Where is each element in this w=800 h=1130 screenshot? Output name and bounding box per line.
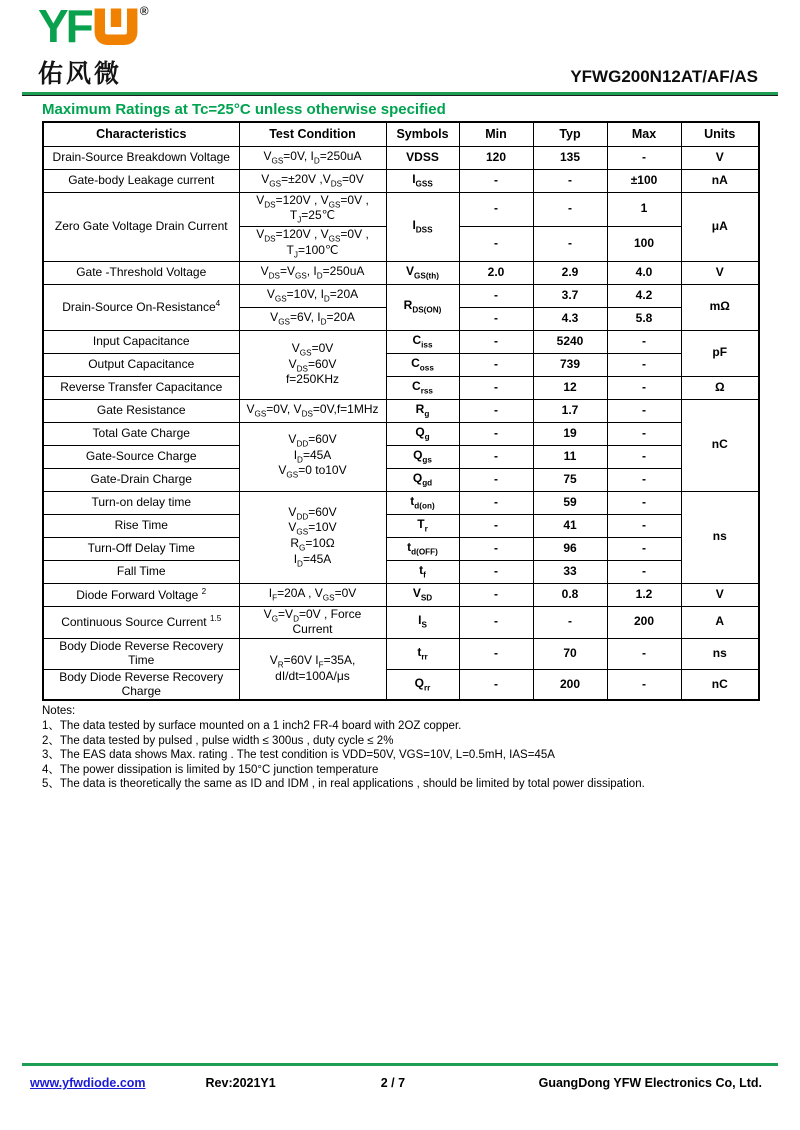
cell-typ: 11 xyxy=(533,445,607,468)
cell-max: 1 xyxy=(607,192,681,227)
cell-max: - xyxy=(607,560,681,583)
cell-typ: 75 xyxy=(533,468,607,491)
table-row xyxy=(43,606,759,639)
cell-typ: 19 xyxy=(533,422,607,445)
page-footer xyxy=(0,1063,800,1090)
cell-unit: mΩ xyxy=(681,284,759,330)
cell-min: - xyxy=(459,468,533,491)
notes-title: Notes: xyxy=(42,705,76,718)
cell-typ: 12 xyxy=(533,376,607,399)
cell-typ: 3.7 xyxy=(533,284,607,307)
website-link[interactable]: www.yfwdiode.com xyxy=(30,1076,146,1090)
note-item: 4、The power dissipation is limited by 150°C junction temperature xyxy=(42,763,379,776)
cell-unit: A xyxy=(681,606,759,639)
cell-max: - xyxy=(607,376,681,399)
cell-symbol: $Q_{rr}$ xyxy=(386,669,459,700)
cell-symbol: $C_{rss}$ xyxy=(386,376,459,399)
cell-typ: - xyxy=(533,192,607,227)
cell-min: - xyxy=(459,330,533,353)
cell-symbol: VDSS xyxy=(386,146,459,169)
cell-min: 120 xyxy=(459,146,533,169)
cell-max: - xyxy=(607,330,681,353)
cell-test-condition: $V_{DD}=60V$ $V_{GS}=10V$ $R_G=10\Omega$ $I_D=45A$ xyxy=(239,491,386,583)
table-row xyxy=(43,399,759,422)
cell-symbol: $V_{SD}$ xyxy=(386,583,459,606)
cell-typ: 200 xyxy=(533,669,607,700)
cell-test-condition: $V_{DS}=V_{GS}$, $I_D=250uA$ xyxy=(239,261,386,284)
cell-characteristic: Output Capacitance xyxy=(43,353,239,376)
cell-characteristic: Gate-body Leakage current xyxy=(43,169,239,192)
cell-typ: 1.7 xyxy=(533,399,607,422)
cell-symbol: $t_{d(on)}$ xyxy=(386,491,459,514)
cell-typ: 2.9 xyxy=(533,261,607,284)
cell-min: - xyxy=(459,560,533,583)
table-row xyxy=(43,284,759,307)
cell-min: - xyxy=(459,537,533,560)
cell-test-condition: $V_G=V_D=0V$ , Force Current xyxy=(239,606,386,639)
cell-unit: ns xyxy=(681,491,759,583)
table-row xyxy=(43,146,759,169)
cell-max: - xyxy=(607,514,681,537)
cell-max: ±100 xyxy=(607,169,681,192)
cell-min: - xyxy=(459,169,533,192)
table-row xyxy=(43,639,759,670)
cell-min: - xyxy=(459,227,533,262)
cell-test-condition: $I_F=20A$ , $V_{GS}=0V$ xyxy=(239,583,386,606)
cell-max: - xyxy=(607,491,681,514)
cell-max: - xyxy=(607,639,681,670)
header-divider-dark xyxy=(22,95,778,96)
cell-max: - xyxy=(607,468,681,491)
cell-characteristic: Continuous Source Current $^{1.5}$ xyxy=(43,606,239,639)
notes-section xyxy=(42,704,752,792)
cell-characteristic: Gate-Drain Charge xyxy=(43,468,239,491)
cell-symbol: $V_{GS(th)}$ xyxy=(386,261,459,284)
table-row xyxy=(43,422,759,445)
col-header-max: Max xyxy=(607,122,681,146)
cell-characteristic: Fall Time xyxy=(43,560,239,583)
cell-test-condition: $V_{GS}=0V$, $I_D=250uA$ xyxy=(239,146,386,169)
cell-max: 1.2 xyxy=(607,583,681,606)
note-item: 1、The data tested by surface mounted on a 1 inch2 FR-4 board with 2OZ copper. xyxy=(42,719,462,732)
logo-yf-text: YF xyxy=(38,0,91,52)
table-row xyxy=(43,491,759,514)
cell-characteristic: Turn-Off Delay Time xyxy=(43,537,239,560)
cell-min: - xyxy=(459,192,533,227)
page-header xyxy=(0,0,800,90)
cell-typ: 135 xyxy=(533,146,607,169)
col-header-typ: Typ xyxy=(533,122,607,146)
brand-chinese-name: 佑风微 xyxy=(38,60,123,88)
cell-symbol: $R_{DS(ON)}$ xyxy=(386,284,459,330)
page-number: 2 / 7 xyxy=(380,1076,406,1090)
cell-typ: 0.8 xyxy=(533,583,607,606)
cell-max: - xyxy=(607,353,681,376)
table-row xyxy=(43,261,759,284)
cell-unit: nA xyxy=(681,169,759,192)
table-row xyxy=(43,669,759,700)
cell-unit: V xyxy=(681,261,759,284)
cell-min: - xyxy=(459,491,533,514)
cell-max: - xyxy=(607,669,681,700)
table-row xyxy=(43,330,759,353)
cell-characteristic: Drain-Source Breakdown Voltage xyxy=(43,146,239,169)
maximum-ratings-table xyxy=(42,121,760,701)
cell-typ: 739 xyxy=(533,353,607,376)
cell-unit: μA xyxy=(681,192,759,261)
cell-typ: 59 xyxy=(533,491,607,514)
cell-characteristic: Turn-on delay time xyxy=(43,491,239,514)
cell-min: - xyxy=(459,583,533,606)
cell-symbol: $Q_g$ xyxy=(386,422,459,445)
cell-characteristic: Gate-Source Charge xyxy=(43,445,239,468)
cell-typ: 33 xyxy=(533,560,607,583)
col-header-units: Units xyxy=(681,122,759,146)
cell-unit: pF xyxy=(681,330,759,376)
cell-max: 200 xyxy=(607,606,681,639)
cell-min: - xyxy=(459,669,533,700)
cell-characteristic: Total Gate Charge xyxy=(43,422,239,445)
cell-min: - xyxy=(459,639,533,670)
cell-test-condition: $V_{GS}=0V$, $V_{DS}=0V,f=1MHz$ xyxy=(239,399,386,422)
cell-test-condition: $V_R=60V$ $I_F=35A$, dI/dt=100A/μs xyxy=(239,639,386,701)
section-title: Maximum Ratings at Tc=25°C unless otherwise specified xyxy=(42,101,446,118)
cell-typ: 96 xyxy=(533,537,607,560)
cell-min: - xyxy=(459,353,533,376)
cell-typ: - xyxy=(533,606,607,639)
registered-trademark-icon: ® xyxy=(139,4,149,18)
table-row xyxy=(43,376,759,399)
cell-unit: ns xyxy=(681,639,759,670)
cell-min: 2.0 xyxy=(459,261,533,284)
cell-typ: 4.3 xyxy=(533,307,607,330)
cell-characteristic: Drain-Source On-Resistance$^4$ xyxy=(43,284,239,330)
cell-unit: V xyxy=(681,146,759,169)
cell-max: - xyxy=(607,146,681,169)
cell-symbol: $I_{GSS}$ xyxy=(386,169,459,192)
cell-symbol: $I_S$ xyxy=(386,606,459,639)
col-header-symbols: Symbols xyxy=(386,122,459,146)
cell-max: 4.0 xyxy=(607,261,681,284)
cell-test-condition: $V_{DS}=120V$ , $V_{GS}=0V$ , $T_J=25℃$ xyxy=(239,192,386,227)
cell-typ: - xyxy=(533,227,607,262)
cell-unit: V xyxy=(681,583,759,606)
logo-w-icon xyxy=(94,7,138,51)
cell-max: 4.2 xyxy=(607,284,681,307)
cell-unit: Ω xyxy=(681,376,759,399)
cell-characteristic: Gate -Threshold Voltage xyxy=(43,261,239,284)
cell-max: 5.8 xyxy=(607,307,681,330)
revision-label: Rev:2021Y1 xyxy=(205,1076,276,1090)
cell-symbol: $R_g$ xyxy=(386,399,459,422)
table-row xyxy=(43,514,759,537)
cell-max: - xyxy=(607,422,681,445)
cell-max: 100 xyxy=(607,227,681,262)
cell-characteristic: Zero Gate Voltage Drain Current xyxy=(43,192,239,261)
company-name: GuangDong YFW Electronics Co, Ltd. xyxy=(538,1076,762,1090)
table-row xyxy=(43,192,759,227)
part-number: YFWG200N12AT/AF/AS xyxy=(570,67,758,86)
cell-unit: nC xyxy=(681,669,759,700)
cell-test-condition: $V_{GS}=\pm 20V$ $,V_{DS}=0V$ xyxy=(239,169,386,192)
col-header-min: Min xyxy=(459,122,533,146)
brand-logo xyxy=(38,0,149,90)
cell-unit: nC xyxy=(681,399,759,491)
cell-typ: 70 xyxy=(533,639,607,670)
cell-characteristic: Input Capacitance xyxy=(43,330,239,353)
table-row xyxy=(43,445,759,468)
table-row xyxy=(43,560,759,583)
cell-test-condition: $V_{DS}=120V$ , $V_{GS}=0V$ , $T_J=100℃$ xyxy=(239,227,386,262)
cell-min: - xyxy=(459,376,533,399)
table-row xyxy=(43,468,759,491)
cell-symbol: $I_{DSS}$ xyxy=(386,192,459,261)
cell-characteristic: Reverse Transfer Capacitance xyxy=(43,376,239,399)
footer-row xyxy=(0,1066,800,1090)
table-row xyxy=(43,583,759,606)
note-item: 5、The data is theoretically the same as ID and IDM , in real applications , should be limited by total power dissipation. xyxy=(42,778,645,791)
cell-min: - xyxy=(459,445,533,468)
cell-symbol: $Q_{gd}$ xyxy=(386,468,459,491)
note-item: 3、The EAS data shows Max. rating . The test condition is VDD=50V, VGS=10V, L=0.5mH, IAS=45A xyxy=(42,749,555,762)
cell-typ: 41 xyxy=(533,514,607,537)
table-row xyxy=(43,537,759,560)
cell-min: - xyxy=(459,422,533,445)
cell-min: - xyxy=(459,284,533,307)
cell-symbol: $t_{d(OFF)}$ xyxy=(386,537,459,560)
cell-symbol: $T_r$ xyxy=(386,514,459,537)
cell-test-condition: $V_{GS}=0V$ $V_{DS}=60V$ f=250KHz xyxy=(239,330,386,399)
cell-min: - xyxy=(459,399,533,422)
table-row xyxy=(43,169,759,192)
cell-test-condition: $V_{GS}=10V$, $I_D=20A$ xyxy=(239,284,386,307)
note-item: 2、The data tested by pulsed , pulse width ≤ 300us , duty cycle ≤ 2% xyxy=(42,734,394,747)
cell-characteristic: Gate Resistance xyxy=(43,399,239,422)
cell-typ: 5240 xyxy=(533,330,607,353)
cell-min: - xyxy=(459,606,533,639)
cell-symbol: $C_{oss}$ xyxy=(386,353,459,376)
logo-wordmark xyxy=(38,0,149,52)
cell-test-condition: $V_{DD}=60V$ $I_D=45A$ $V_{GS}=0$ to10V xyxy=(239,422,386,491)
cell-min: - xyxy=(459,514,533,537)
cell-symbol: $t_{rr}$ xyxy=(386,639,459,670)
cell-max: - xyxy=(607,537,681,560)
col-header-characteristics: Characteristics xyxy=(43,122,239,146)
cell-typ: - xyxy=(533,169,607,192)
cell-min: - xyxy=(459,307,533,330)
cell-max: - xyxy=(607,445,681,468)
header-divider xyxy=(22,92,778,96)
col-header-test-condition: Test Condition xyxy=(239,122,386,146)
cell-test-condition: $V_{GS}=6V$, $I_D=20A$ xyxy=(239,307,386,330)
cell-characteristic: Rise Time xyxy=(43,514,239,537)
cell-symbol: $C_{iss}$ xyxy=(386,330,459,353)
table-header-row xyxy=(43,122,759,146)
cell-max: - xyxy=(607,399,681,422)
table-row xyxy=(43,353,759,376)
cell-symbol: $Q_{gs}$ xyxy=(386,445,459,468)
cell-symbol: $t_f$ xyxy=(386,560,459,583)
cell-characteristic: Diode Forward Voltage $^2$ xyxy=(43,583,239,606)
cell-characteristic: Body Diode Reverse Recovery Charge xyxy=(43,669,239,700)
cell-characteristic: Body Diode Reverse Recovery Time xyxy=(43,639,239,670)
